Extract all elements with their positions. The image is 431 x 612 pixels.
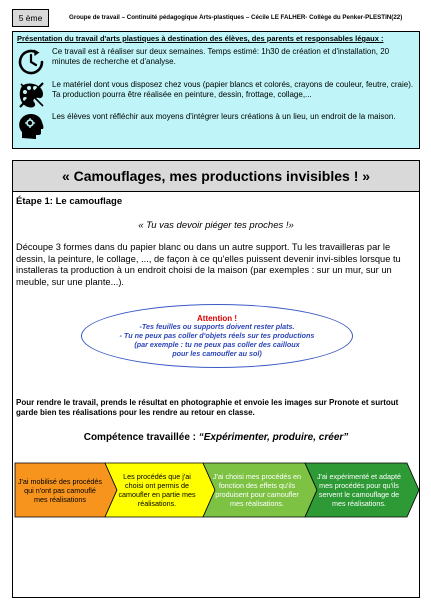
clock-icon	[16, 47, 46, 77]
project-title-box	[12, 160, 420, 192]
competence-label: Compétence travaillée :	[83, 432, 196, 443]
info-title: Présentation du travail d'arts plastiques à destination des élèves, des parents et responsables légaux :	[17, 34, 384, 43]
grade-level: 5 ème	[18, 13, 43, 23]
info-text-time: Ce travail est à réaliser sur deux semaines. Temps estimé: 1h30 de création et d'installation, 20 minutes de recherche et d'analyse.	[52, 47, 390, 66]
warning-title: Attention !	[197, 313, 237, 323]
warning-line: (par exemple : tu ne peux pas coller des cailloux	[134, 339, 300, 349]
art-supplies-icon	[16, 80, 46, 110]
project-title: « Camouflages, mes productions invisibles ! »	[61, 168, 371, 184]
scale-stage-1: J'ai mobilisé des procédés qui n'ont pas camouflé mes réalisations	[17, 476, 103, 504]
scale-stage-3: J'ai choisi mes procédés en fonction des effets qu'ils produisent pour camoufler mes réalisations.	[212, 472, 302, 508]
scale-stage-2: Les procédés que j'ai choisi ont permis de camoufler en partie mes réalisations.	[118, 472, 196, 508]
info-text-reflection: Les élèves vont réfléchir aux moyens d'intégrer leurs créations à un lieu, un endroit de la maison.	[52, 112, 396, 121]
info-box	[12, 31, 420, 149]
grade-level-box	[12, 9, 49, 27]
submission-instructions: Pour rendre le travail, prends le résultat en photographie et envoie les images sur Pronote et surtout garde bien tes réalisations pour les rendre au retour en classe.	[16, 398, 399, 417]
warning-line: -Tes feuilles ou supports doivent rester plats.	[139, 322, 295, 332]
step-box	[12, 192, 420, 598]
step-instructions: Découpe 3 formes dans du papier blanc ou dans un autre support. Tu les travailleras par le dessin, la peinture, le collage, ..., de façon à ce qu'elles puissent devenir invi-sibles lorsque tu installeras ta production à un endroit choisi de la maison (par exemples : sur un mur, sur un meuble, sur une plante...).	[16, 242, 401, 287]
scale-stage-4: J'ai expérimenté et adapté mes procédés pour qu'ils servent le camouflage de mes réalisations.	[316, 472, 402, 508]
warning-ellipse	[81, 304, 353, 368]
info-item-time	[16, 47, 414, 77]
step-quote: « Tu vas devoir piéger tes proches !»	[138, 220, 294, 231]
info-text-material: Le matériel dont vous disposez chez vous (papier blancs et colorés, crayons de couleur, feutre, craie). Ta production pourra être réalisée en peinture, dessin, frottage, collage,...	[52, 80, 414, 99]
info-item-reflection	[16, 112, 414, 142]
warning-line: - Tu ne peux pas coller d'objets réels sur tes productions	[119, 330, 315, 340]
step-title: Étape 1: Le camouflage	[16, 196, 123, 207]
competence-value: “Expérimenter, produire, créer”	[198, 432, 349, 443]
competence-line	[13, 432, 419, 443]
header-line: Groupe de travail – Continuité pédagogique Arts-plastiques – Cécile LE FALHER- Collège du Penker-PLESTIN(22)	[69, 14, 403, 21]
info-item-material	[16, 80, 414, 110]
warning-line: pour les camoufler au sol)	[172, 348, 262, 358]
thinking-head-icon	[16, 112, 46, 142]
evaluation-scale	[13, 462, 421, 518]
